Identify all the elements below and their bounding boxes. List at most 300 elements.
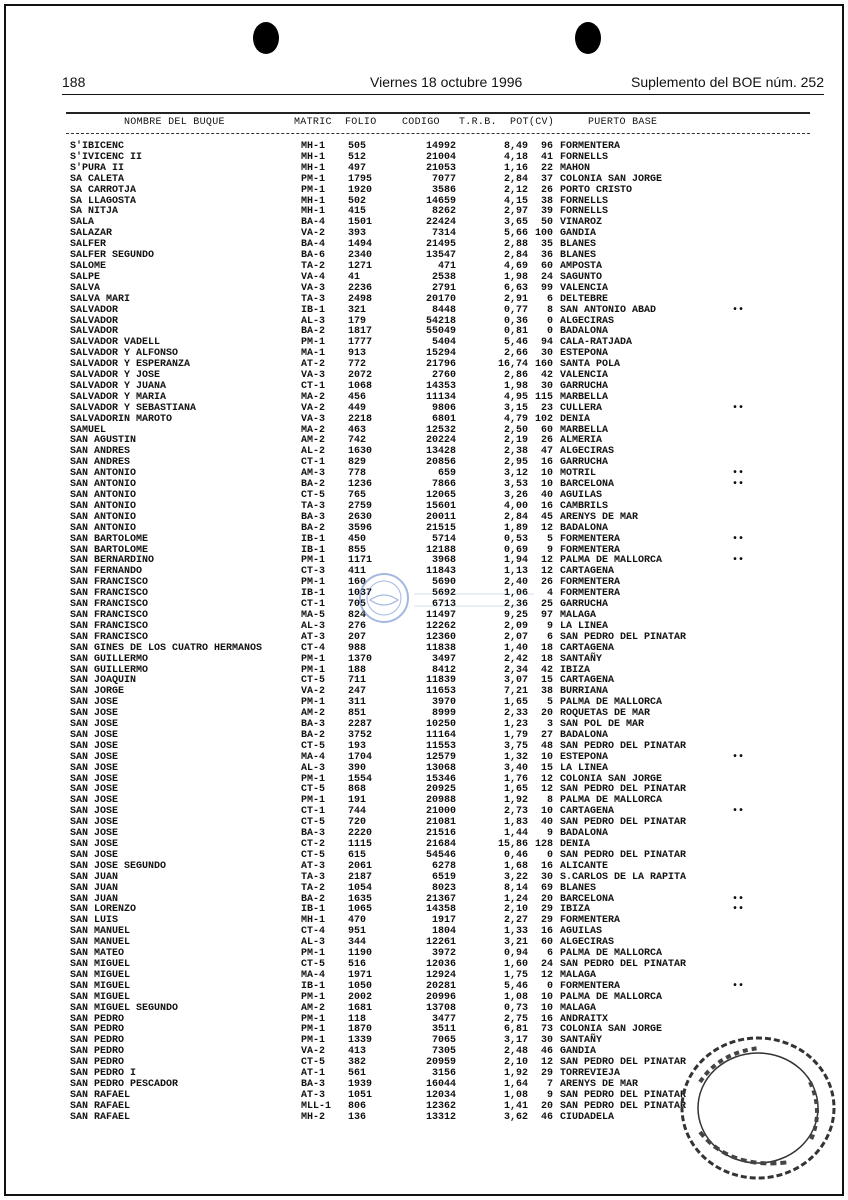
trb: 2,84 [503,511,528,523]
trb: 2,27 [503,915,528,927]
puerto-base: BLANES [560,882,597,894]
codigo: 5404 [431,337,456,349]
matricula: VA-2 [301,402,326,414]
vessel-name: SALVADOR VADELL [70,337,161,349]
trb: 3,17 [503,1035,528,1047]
puerto-base: SAN POL DE MAR [560,719,645,731]
potencia: 5 [546,533,553,545]
matricula: AL-3 [301,620,326,632]
codigo: 12360 [425,631,456,643]
trb: 3,26 [503,490,528,501]
col-nombre: NOMBRE DEL BUQUE [124,117,225,128]
codigo: 1917 [431,915,456,927]
trb: 0,69 [503,544,528,556]
puerto-base: PALMA DE MALLORCA [560,697,663,709]
matricula: CT-5 [301,490,326,501]
potencia: 16 [540,1013,553,1025]
potencia: 8 [546,304,553,316]
matricula: PM-1 [301,577,326,589]
trb: 4,15 [503,195,528,207]
matricula: MA-4 [301,969,326,981]
vessel-name: SALVADOR [70,326,119,338]
potencia: 115 [534,391,553,403]
codigo: 21516 [425,828,456,840]
trb: 2,50 [503,424,528,436]
table-row [0,764,848,775]
vessel-name: SAN FERNANDO [70,566,143,578]
publication-date: Viernes 18 octubre 1996 [370,74,523,90]
vessel-name: SALVADOR Y ALFONSO [70,348,179,360]
vessel-name: SAN MIGUEL [70,980,131,992]
codigo: 3477 [431,1013,456,1025]
puerto-base: SAN PEDRO DEL PINATAR [560,849,687,861]
matricula: CT-1 [301,457,326,469]
matricula: AT-2 [301,359,326,371]
puerto-base: MARBELLA [560,424,609,436]
vessel-name: SAN BERNARDINO [70,555,155,567]
trb: 2,66 [503,348,528,360]
vessel-name: SAN PEDRO [70,1046,125,1058]
vessel-name: SAN FRANCISCO [70,620,149,632]
matricula: IB-1 [301,304,326,316]
trb: 1,13 [503,566,528,578]
trb: 2,19 [503,435,528,447]
vessel-name: SA CALETA [70,173,125,185]
codigo: 13068 [425,762,456,774]
codigo: 6278 [431,860,456,872]
folio: 136 [348,1111,367,1123]
trb: 1,89 [503,522,528,534]
vessel-name: SAN GUILLERMO [70,664,149,676]
potencia: 48 [540,740,553,752]
table-row [0,720,848,731]
trb: 1,08 [503,991,528,1003]
vessel-name: SALVA MARI [70,293,131,305]
puerto-base: ANDRAITX [560,1013,609,1025]
puerto-base: CALA-RATJADA [560,337,633,349]
table-row [0,840,848,851]
potencia: 37 [540,173,553,185]
codigo: 20856 [425,457,456,469]
table-row [0,306,848,317]
potencia: 9 [546,1089,553,1101]
codigo: 7305 [431,1046,456,1058]
trb: 4,00 [503,500,528,512]
table-row [0,207,848,218]
matricula: CT-1 [301,806,326,818]
folio: 855 [348,544,367,556]
potencia: 29 [540,915,553,927]
trb: 1,76 [503,773,528,785]
codigo: 11843 [425,566,456,578]
folio: 2061 [348,860,373,872]
codigo: 2791 [431,282,456,294]
matricula: AL-3 [301,762,326,774]
vessel-name: SAN JOSE [70,849,119,861]
matricula: BA-3 [301,511,326,523]
puerto-base: VINAROZ [560,217,603,229]
folio: 778 [348,468,367,480]
folio: 1054 [348,882,373,894]
table-row [0,535,848,546]
puerto-base: BADALONA [560,828,609,840]
folio: 720 [348,817,367,829]
potencia: 6 [546,293,553,305]
potencia: 29 [540,1068,553,1080]
codigo: 11653 [425,686,456,698]
punch-hole-icon [575,22,601,54]
matricula: PM-1 [301,653,326,665]
matricula: MA-5 [301,609,326,621]
codigo: 471 [437,260,456,272]
potencia: 47 [540,446,553,458]
matricula: VA-3 [301,370,326,382]
potencia: 15 [540,675,553,687]
puerto-base: COLONIA SAN JORGE [560,173,663,185]
codigo: 20988 [425,795,456,807]
folio: 456 [348,391,367,403]
potencia: 100 [534,228,553,240]
trb: 3,15 [503,402,528,414]
table-row [0,415,848,426]
trb: 2,88 [503,239,528,251]
trb: 0,53 [503,533,528,545]
page-number: 188 [62,74,86,90]
puerto-base: SANTAÑY [560,653,603,665]
folio: 1817 [348,326,373,338]
folio: 207 [348,631,367,643]
trb: 0,46 [503,849,528,861]
table-row [0,524,848,535]
puerto-base: AMPOSTA [560,260,603,272]
folio: 824 [348,609,367,621]
folio: 1795 [348,173,373,185]
col-puerto: PUERTO BASE [588,117,658,128]
matricula: VA-2 [301,228,326,240]
matricula: IB-1 [301,533,326,545]
codigo: 8999 [431,708,456,720]
potencia: 22 [540,162,553,174]
puerto-base: MOTRIL [560,468,597,480]
codigo: 22424 [425,217,456,229]
trb: 9,25 [503,609,528,621]
vessel-name: SAN BARTOLOME [70,533,149,545]
trb: 2,38 [503,446,528,458]
potencia: 40 [540,490,553,501]
codigo: 54218 [425,315,456,327]
codigo: 1804 [431,926,456,938]
table-row [0,775,848,786]
vessel-name: SALVADOR Y MARIA [70,391,167,403]
vessel-name: SAN JOSE [70,697,119,709]
potencia: 30 [540,380,553,392]
row-mark: •• [732,304,745,316]
vessel-name: SAN MANUEL [70,937,131,949]
codigo: 12262 [425,620,456,632]
trb: 3,12 [503,468,528,480]
puerto-base: FORMENTERA [560,980,621,992]
puerto-base: IBIZA [560,664,591,676]
puerto-base: FORNELLS [560,151,609,163]
folio: 2187 [348,871,373,883]
matricula: MLL-1 [301,1100,332,1112]
potencia: 26 [540,577,553,589]
matricula: BA-3 [301,719,326,731]
matricula: VA-3 [301,413,326,425]
codigo: 7314 [431,228,456,240]
table-row [0,687,848,698]
trb: 2,33 [503,708,528,720]
potencia: 10 [540,468,553,480]
codigo: 7866 [431,479,456,491]
header-dash-rule [66,133,810,134]
table-row [0,709,848,720]
codigo: 21684 [425,839,456,850]
matricula: PM-1 [301,795,326,807]
folio: 2002 [348,991,373,1003]
potencia: 6 [546,631,553,643]
matricula: IB-1 [301,544,326,556]
circular-seal-icon [660,1022,840,1182]
puerto-base: GANDIA [560,1046,597,1058]
table-row [0,295,848,306]
puerto-base: S.CARLOS DE LA RAPITA [560,871,687,883]
vessel-name: SAN RAFAEL [70,1100,131,1112]
potencia: 16 [540,860,553,872]
trb: 4,79 [503,413,528,425]
potencia: 18 [540,653,553,665]
col-matric: MATRIC [294,117,332,128]
trb: 1,98 [503,271,528,283]
trb: 1,94 [503,555,528,567]
codigo: 21495 [425,239,456,251]
matricula: AL-3 [301,315,326,327]
vessel-name: S'IBICENC [70,141,125,152]
matricula: PM-1 [301,173,326,185]
folio: 393 [348,228,367,240]
potencia: 26 [540,435,553,447]
codigo: 14353 [425,380,456,392]
row-mark: •• [732,533,745,545]
codigo: 5714 [431,533,456,545]
folio: 2072 [348,370,373,382]
potencia: 46 [540,1111,553,1123]
table-row [0,796,848,807]
vessel-name: SA CARROTJA [70,184,137,196]
trb: 2,91 [503,293,528,305]
table-row [0,186,848,197]
codigo: 10250 [425,719,456,731]
table-row [0,676,848,687]
codigo: 12532 [425,424,456,436]
puerto-base: FORMENTERA [560,544,621,556]
puerto-base: LA LINEA [560,620,609,632]
trb: 6,63 [503,282,528,294]
table-row [0,229,848,240]
puerto-base: VALENCIA [560,282,609,294]
trb: 0,94 [503,948,528,960]
folio: 311 [348,697,367,709]
trb: 1,16 [503,162,528,174]
matricula: AM-2 [301,1002,326,1014]
vessel-name: SAN JUAN [70,882,119,894]
codigo: 14992 [425,141,456,152]
folio: 382 [348,1057,367,1069]
potencia: 24 [540,958,553,970]
col-folio: FOLIO [345,117,377,128]
folio: 1051 [348,1089,373,1101]
puerto-base: ROQUETAS DE MAR [560,708,651,720]
vessel-name: SAN RAFAEL [70,1111,131,1123]
puerto-base: CULLERA [560,402,603,414]
vessel-name: SALAZAR [70,228,113,240]
puerto-base: FORNELLS [560,206,609,218]
matricula: IB-1 [301,980,326,992]
potencia: 20 [540,708,553,720]
puerto-base: BARCELONA [560,893,615,905]
folio: 2220 [348,828,373,840]
matricula: PM-1 [301,991,326,1003]
matricula: PM-1 [301,948,326,960]
codigo: 12034 [425,1089,456,1101]
vessel-name: SAN GUILLERMO [70,653,149,665]
vessel-name: SALVADOR Y JOSE [70,370,161,382]
codigo: 14659 [425,195,456,207]
folio: 191 [348,795,367,807]
folio: 497 [348,162,367,174]
puerto-base: CARTAGENA [560,566,615,578]
table-row [0,731,848,742]
vessel-name: SAN MIGUEL [70,969,131,981]
potencia: 40 [540,817,553,829]
potencia: 9 [546,544,553,556]
folio: 41 [348,271,361,283]
table-row [0,273,848,284]
codigo: 9806 [431,402,456,414]
matricula: CT-5 [301,817,326,829]
table-row [0,262,848,273]
table-row [0,1004,848,1015]
vessel-name: SAN RAFAEL [70,1089,131,1101]
folio: 2236 [348,282,373,294]
trb: 1,75 [503,969,528,981]
potencia: 16 [540,500,553,512]
punch-hole-icon [253,22,279,54]
folio: 851 [348,708,367,720]
vessel-name: SAN LORENZO [70,904,137,916]
codigo: 8412 [431,664,456,676]
potencia: 94 [540,337,553,349]
codigo: 20925 [425,784,456,796]
folio: 1501 [348,217,373,229]
trb: 3,21 [503,937,528,949]
folio: 247 [348,686,367,698]
codigo: 3497 [431,653,456,665]
folio: 413 [348,1046,367,1058]
puerto-base: DENIA [560,839,591,850]
codigo: 12065 [425,490,456,501]
codigo: 13708 [425,1002,456,1014]
potencia: 97 [540,609,553,621]
vessel-name: SAN GINES DE LOS CUATRO HERMANOS [70,642,263,654]
matricula: PM-1 [301,337,326,349]
codigo: 8262 [431,206,456,218]
matricula: PM-1 [301,1035,326,1047]
matricula: PM-1 [301,773,326,785]
vessel-name: SAN JOSE [70,773,119,785]
potencia: 23 [540,402,553,414]
trb: 2,10 [503,1057,528,1069]
potencia: 39 [540,206,553,218]
matricula: CT-5 [301,784,326,796]
codigo: 2538 [431,271,456,283]
vessel-name: SAN FRANCISCO [70,577,149,589]
vessel-name: SA LLAGOSTA [70,195,137,207]
vessel-name: SAN JOSE [70,795,119,807]
matricula: AT-3 [301,860,326,872]
folio: 411 [348,566,367,578]
row-mark: •• [732,806,745,818]
vessel-name: SALA [70,217,95,229]
puerto-base: SAN PEDRO DEL PINATAR [560,740,687,752]
puerto-base: SANTAÑY [560,1035,603,1047]
potencia: 24 [540,271,553,283]
puerto-base: MALAGA [560,1002,597,1014]
trb: 1,92 [503,795,528,807]
trb: 5,46 [503,337,528,349]
codigo: 11134 [425,391,456,403]
potencia: 12 [540,969,553,981]
puerto-base: ARENYS DE MAR [560,1078,639,1090]
trb: 1,68 [503,860,528,872]
potencia: 30 [540,871,553,883]
potencia: 99 [540,282,553,294]
table-row [0,218,848,229]
matricula: TA-3 [301,293,326,305]
vessel-name: SAN PEDRO I [70,1068,137,1080]
puerto-base: MALAGA [560,609,597,621]
matricula: PM-1 [301,697,326,709]
potencia: 128 [534,839,553,850]
folio: 344 [348,937,367,949]
potencia: 3 [546,719,553,731]
matricula: CT-4 [301,642,326,654]
codigo: 3586 [431,184,456,196]
trb: 1,23 [503,719,528,731]
potencia: 6 [546,948,553,960]
matricula: MA-4 [301,751,326,763]
potencia: 12 [540,773,553,785]
trb: 5,46 [503,980,528,992]
puerto-base: SAN PEDRO DEL PINATAR [560,631,687,643]
table-row [0,698,848,709]
folio: 765 [348,490,367,501]
codigo: 12362 [425,1100,456,1112]
puerto-base: TORREVIEJA [560,1068,621,1080]
matricula: PM-1 [301,664,326,676]
trb: 2,97 [503,206,528,218]
codigo: 21053 [425,162,456,174]
puerto-base: PALMA DE MALLORCA [560,991,663,1003]
codigo: 20170 [425,293,456,305]
matricula: PM-1 [301,1013,326,1025]
matricula: BA-3 [301,1078,326,1090]
matricula: VA-4 [301,271,326,283]
potencia: 46 [540,1046,553,1058]
puerto-base: DELTEBRE [560,293,609,305]
vessel-name: SAN AGUSTIN [70,435,137,447]
codigo: 11497 [425,609,456,621]
